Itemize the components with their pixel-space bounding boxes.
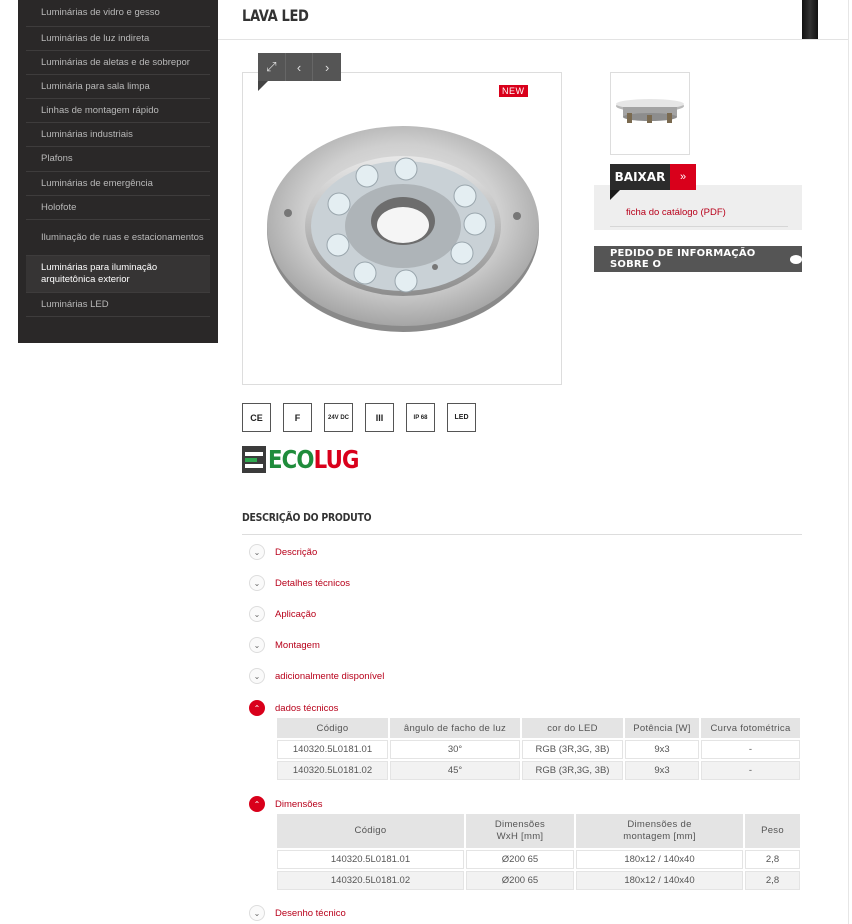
- title-divider: [218, 39, 848, 40]
- category-list: [18, 0, 218, 317]
- table-row: [276, 739, 801, 760]
- accordion-adicional[interactable]: [249, 668, 384, 684]
- column-header: Curva fotométrica: [700, 717, 801, 739]
- dimensions-table: [275, 812, 802, 892]
- table-cell: 180x12 / 140x40: [575, 849, 744, 870]
- sidebar-item-indirect[interactable]: Luminárias de luz indireta: [26, 27, 210, 51]
- table-cell: 45°: [389, 760, 521, 781]
- chevron-down-icon: ⌄: [249, 544, 265, 560]
- certification-icons: [242, 403, 476, 432]
- header-image: [802, 0, 818, 39]
- accordion-label: Dimensões: [275, 798, 323, 810]
- table-header-row: [276, 813, 801, 849]
- ecolug-logo: [242, 446, 375, 473]
- accordion-aplicacao[interactable]: [249, 606, 316, 622]
- chevron-down-icon: ⌄: [249, 606, 265, 622]
- table-cell: RGB (3R,3G, 3B): [521, 739, 624, 760]
- product-thumbnail[interactable]: [610, 72, 690, 155]
- accordion-label: Detalhes técnicos: [275, 577, 350, 589]
- speech-bubble-icon: [790, 255, 802, 264]
- technical-data-table: [275, 716, 802, 782]
- chevron-right-icon[interactable]: ›: [325, 59, 330, 75]
- class-iii-icon: III: [365, 403, 394, 432]
- sidebar-item-floodlight[interactable]: Holofote: [26, 196, 210, 220]
- description-title: DESCRIÇÃO DO PRODUTO: [242, 511, 372, 524]
- category-sidebar: [18, 0, 218, 343]
- table-cell: 2,8: [744, 849, 801, 870]
- catalog-divider: [610, 226, 788, 227]
- ce-mark-icon: CE: [242, 403, 271, 432]
- info-request-label: PEDIDO DE INFORMAÇÃO SOBRE O: [610, 248, 756, 270]
- ip68-icon: IP 68: [406, 403, 435, 432]
- accordion-dados-tecnicos[interactable]: [249, 700, 338, 716]
- accordion-dimensoes[interactable]: [249, 796, 323, 812]
- ecolug-mark-shape: [245, 452, 263, 468]
- sidebar-item-street[interactable]: Iluminação de ruas e estacionamentos: [26, 220, 210, 256]
- chevron-down-icon: ⌄: [249, 637, 265, 653]
- voltage-icon: 24V DC: [324, 403, 353, 432]
- sidebar-item-architectural[interactable]: Luminárias para iluminação arquitetônica exterior: [26, 256, 210, 293]
- column-header: cor do LED: [521, 717, 624, 739]
- sidebar-item-industrial[interactable]: Luminárias industriais: [26, 123, 210, 147]
- product-photo: [243, 73, 563, 386]
- table-cell: 140320.5L0181.02: [276, 870, 465, 891]
- info-request-button[interactable]: [594, 246, 802, 272]
- accordion-label: Montagem: [275, 639, 320, 651]
- table-row: [276, 870, 801, 891]
- accordion-montagem[interactable]: [249, 637, 320, 653]
- column-header: Peso: [744, 813, 801, 849]
- chevron-left-icon[interactable]: ‹: [286, 53, 314, 81]
- expand-icon[interactable]: ⤢: [258, 53, 286, 81]
- table-cell: 140320.5L0181.01: [276, 739, 389, 760]
- catalog-pdf-link[interactable]: ficha do catálogo (PDF): [626, 207, 726, 218]
- ecolug-mark-icon: [242, 446, 266, 473]
- f-mark-icon: F: [283, 403, 312, 432]
- accordion-descricao[interactable]: [249, 544, 317, 560]
- accordion-detalhes[interactable]: [249, 575, 350, 591]
- download-tab: BAIXAR: [610, 164, 670, 190]
- accordion-label: adicionalmente disponível: [275, 670, 385, 682]
- sidebar-item-assembly[interactable]: Linhas de montagem rápido: [26, 99, 210, 123]
- sidebar-item-led[interactable]: Luminárias LED: [26, 293, 210, 317]
- table-cell: 140320.5L0181.02: [276, 760, 389, 781]
- sidebar-item-glass[interactable]: Luminárias de vidro e gesso: [26, 0, 210, 27]
- column-header: Código: [276, 717, 389, 739]
- accordion-label: Desenho técnico: [275, 907, 346, 919]
- product-main-image[interactable]: [242, 72, 562, 385]
- download-tab-fold: [610, 190, 620, 200]
- page-border: [848, 0, 849, 924]
- chevron-down-icon: ⌄: [249, 575, 265, 591]
- table-cell: Ø200 65: [465, 870, 575, 891]
- table-cell: 9x3: [624, 739, 700, 760]
- new-badge: NEW: [499, 85, 528, 97]
- chevron-up-icon: ⌃: [249, 796, 265, 812]
- table-cell: 140320.5L0181.01: [276, 849, 465, 870]
- page-title: LAVA LED: [242, 6, 309, 25]
- table-cell: -: [700, 760, 801, 781]
- table-row: [276, 849, 801, 870]
- controls-fold: [258, 81, 268, 91]
- table-cell: -: [700, 739, 801, 760]
- table-cell: 30°: [389, 739, 521, 760]
- accordion-label: dados técnicos: [275, 702, 339, 714]
- gallery-controls: [258, 53, 341, 81]
- sidebar-item-plafons[interactable]: Plafons: [26, 147, 210, 172]
- chevron-down-icon: ⌄: [249, 905, 265, 921]
- sidebar-item-cleanroom[interactable]: Luminária para sala limpa: [26, 75, 210, 99]
- description-divider: [242, 534, 802, 535]
- table-cell: Ø200 65: [465, 849, 575, 870]
- column-header: Código: [276, 813, 465, 849]
- table-cell: 9x3: [624, 760, 700, 781]
- table-header-row: [276, 717, 801, 739]
- ecolug-wordmark: ECOLUG: [268, 445, 359, 474]
- chevron-down-icon: ⌄: [249, 668, 265, 684]
- thumbnail-photo: [611, 73, 689, 154]
- accordion-desenho-tecnico[interactable]: [249, 905, 346, 921]
- table-cell: 2,8: [744, 870, 801, 891]
- column-header: ângulo de facho de luz: [389, 717, 521, 739]
- column-header: Potência [W]: [624, 717, 700, 739]
- sidebar-item-emergency[interactable]: Luminárias de emergência: [26, 172, 210, 196]
- chevron-up-icon: ⌃: [249, 700, 265, 716]
- column-header: Dimensões de montagem [mm]: [575, 813, 744, 849]
- led-icon: LED: [447, 403, 476, 432]
- accordion-label: Descrição: [275, 546, 318, 558]
- sidebar-item-louvre[interactable]: Luminárias de aletas e de sobrepor: [26, 51, 210, 75]
- accordion-label: Aplicação: [275, 608, 317, 620]
- table-cell: RGB (3R,3G, 3B): [521, 760, 624, 781]
- column-header: Dimensões WxH [mm]: [465, 813, 575, 849]
- table-cell: 180x12 / 140x40: [575, 870, 744, 891]
- double-chevron-down-icon[interactable]: »: [670, 164, 696, 190]
- table-row: [276, 760, 801, 781]
